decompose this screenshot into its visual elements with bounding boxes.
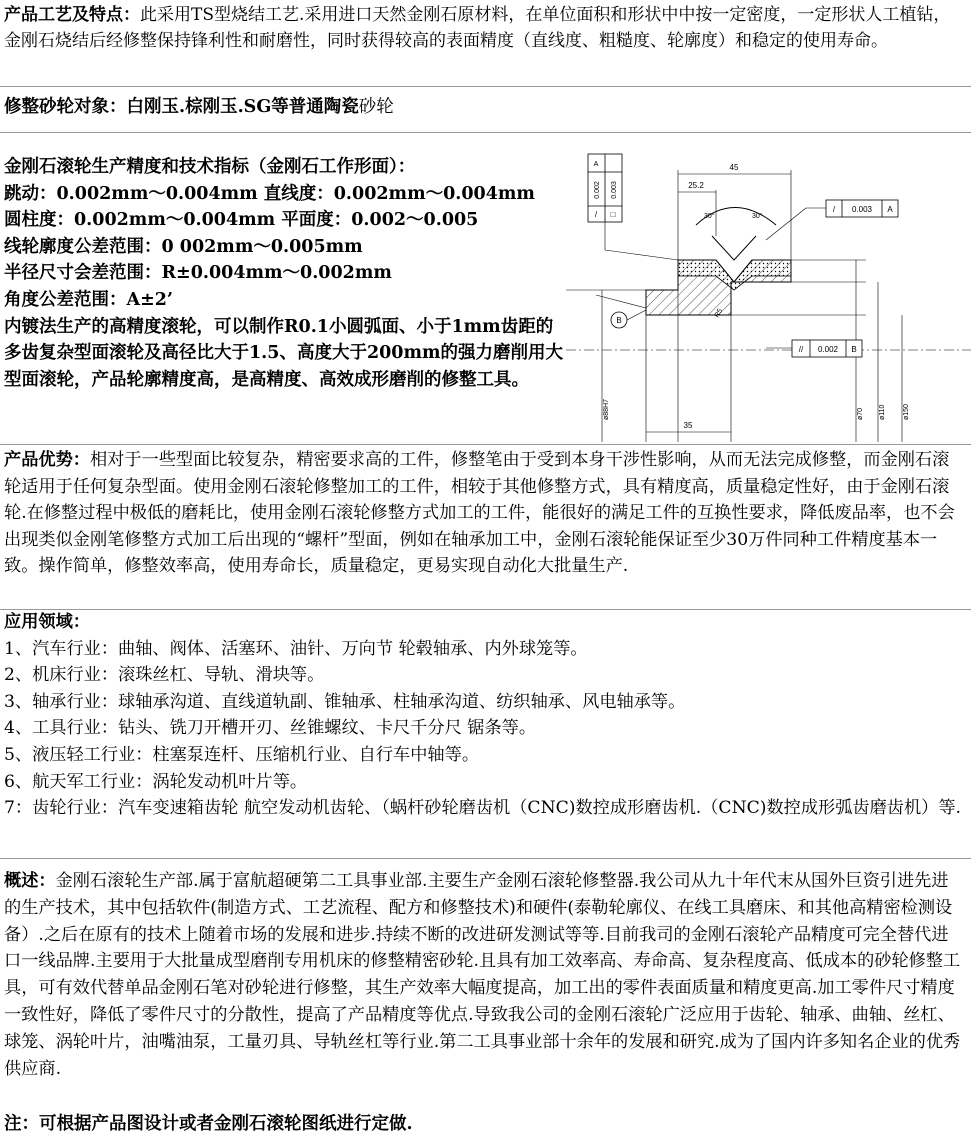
dim-dia-150: ø150 (903, 404, 910, 420)
spec-paragraph: 内镀法生产的高精度滚轮，可以制作R0.1小圆弧面、小于1mm齿距的多齿复杂型面滚轮及高径比大于1.5、高度大于200mm的强力磨削用大型面滚轮，产品轮廓精度高，是高精度、高效成形磨削的修整工具。 (4, 316, 564, 390)
datum-b-label: B (616, 316, 622, 325)
spec-section (4, 154, 564, 393)
fcf-right (766, 200, 898, 240)
craft-label: 产品工艺及特点： (4, 5, 140, 25)
dim-dia-110: ø110 (879, 404, 886, 420)
application-item: 4、工具行业：钻头、铣刀开槽开刃、丝锥螺纹、卡尺千分尺 锯条等。 (4, 718, 537, 739)
note-section (4, 1111, 965, 1137)
dim-25-2: 25.2 (688, 181, 704, 190)
fcf-right-sym: / (832, 205, 836, 214)
target-text: 白刚玉.棕刚玉.SG等普通陶瓷 (126, 97, 359, 117)
fcf-bottom-sym: // (798, 345, 804, 354)
divider (0, 858, 971, 859)
craft-text: 此采用TS型烧结工艺.采用进口天然金刚石原材料，在单位面积和形状中中按一定密度，一定形状人工植钻，金刚石烧结后经修整保持锋利性和耐磨性，同时获得较高的表面精度（直线度、粗糙度、轮廓度）和稳定的使用寿命。 (4, 5, 951, 51)
dim-dia-70: ø70 (857, 407, 864, 420)
target-section (4, 94, 965, 120)
divider (0, 86, 971, 87)
divider (0, 132, 971, 133)
fcf-left2-tol: 0.003 (611, 181, 618, 199)
advantage-label: 产品优势： (4, 450, 90, 470)
spec-line: 线轮廓度公差范围：0 002mm～0.005mm (4, 236, 363, 257)
application-item: 6、航天军工行业：涡轮发动机叶片等。 (4, 771, 308, 792)
spec-title: 金刚石滚轮生产精度和技术指标（金刚石工作形面）： (4, 157, 416, 177)
craft-section (4, 2, 965, 54)
dim-45: 45 (729, 163, 739, 172)
spec-line: 圆柱度：0.002mm～0.004mm 平面度：0.002～0.005 (4, 210, 479, 231)
applications-label: 应用领域： (4, 612, 90, 632)
fcf-bottom (766, 340, 862, 357)
overview-section (4, 868, 965, 1082)
advantage-text: 相对于一些型面比较复杂，精密要求高的工件，修整笔由于受到本身干涉性影响，从而无法完成修整，而金刚石滚轮适用于任何复杂型面。使用金刚石滚轮修整加工的工件，相较于其他修整方式，具有精度高，质量稳定性好，由于金刚石滚轮.在修整过程中极低的磨耗比，使用金刚石滚轮修整方式加工的工件，能很好的满足工件的互换性要求，降低废品率，也不会出现类似金刚笔修整方式加工后出现的“螺杆”型面，例如在轴承加工中，金刚石滚轮能保证至少30万件同种工件精度基本一致。操作简单，修整效率高，使用寿命长，质量稳定，更易实现自动化大批量生产. (4, 450, 955, 577)
dim-dia-88: ø88H7 (603, 398, 610, 420)
fcf-left (588, 154, 678, 260)
spec-line: 跳动：0.002mm～0.004mm 直线度：0.002mm～0.004mm (4, 183, 535, 204)
roller-technical-drawing (566, 150, 971, 442)
dim-angle-right: 30° (752, 213, 763, 220)
application-item: 5、液压轻工行业：柱塞泵连杆、压缩机行业、自行车中轴等。 (4, 744, 480, 765)
application-item: 7：齿轮行业：汽车变速箱齿轮 航空发动机齿轮、（蜗杆砂轮磨齿机（CNC)数控成形磨齿机.（CNC)数控成形弧齿磨齿机）等. (4, 798, 962, 819)
target-label: 修整砂轮对象： (4, 97, 127, 117)
target-suffix: 砂轮 (358, 97, 394, 117)
note-text: 注：可根据产品图设计或者金刚石滚轮图纸进行定做. (4, 1114, 413, 1134)
fcf-right-tol: 0.003 (851, 205, 873, 214)
fcf-left2-sym: □ (610, 210, 616, 219)
advantage-section (4, 447, 965, 580)
dim-35: 35 (683, 421, 693, 430)
overview-label: 概述： (4, 871, 56, 891)
application-item: 3、轴承行业：球轴承沟道、直线道轨副、锥轴承、柱轴承沟道、纺织轴承、风电轴承等。 (4, 691, 686, 712)
spec-line: 半径尺寸会差范围：R±0.004mm～0.002mm (4, 263, 392, 284)
dim-r5: R5 (713, 307, 725, 319)
fcf-bottom-tol: 0.002 (817, 345, 839, 354)
fcf-left-tol: 0.002 (594, 181, 601, 199)
applications-section (4, 609, 965, 822)
overview-text: 金刚石滚轮生产部.属于富航超硬第二工具事业部.主要生产金刚石滚轮修整器.我公司从九十年代末从国外巨资引进先进的生产技术，其中包括软件(制造方式、工艺流程、配方和修整技术)和硬件(泰勒轮廓仪、在线工具磨床、和其他高精密检测设备）.之后在原有的技术上随着市场的发展和进步.持续不断的改进研发测试等等.目前我司的金刚石滚轮产品精度可完全替代进口一线品牌.主要用于大批量成型磨削专用机床的修整精密砂轮.且具有加工效率高、寿命高、复杂程度高、低成本的砂轮修整工具，可有效代替单品金刚石笔对砂轮进行修整，其生产效率大幅度提高，加工出的零件表面质量和精度更高.加工零件尺寸精度一致性好，降低了零件尺寸的分散性，提高了产品精度等优点.导致我公司的金刚石滚轮广泛应用于齿轮、轴承、曲轴、丝杠、球笼、涡轮叶片，油嘴油泵，工量刃具、导轨丝杠等行业.第二工具事业部十余年的发展和研究.成为了国内许多知名企业的优秀供应商. (4, 871, 961, 1079)
fcf-left-sym: / (594, 210, 598, 219)
datum-b-marker (596, 295, 646, 328)
dim-angle-left: 30° (704, 213, 715, 220)
fcf-bottom-datum: B (851, 345, 857, 354)
fcf-right-datum: A (887, 205, 893, 214)
application-item: 1、汽车行业：曲轴、阀体、活塞环、油针、万向节 轮毂轴承、内外球笼等。 (4, 638, 588, 659)
application-item: 2、机床行业：滚珠丝杠、导轨、滑块等。 (4, 665, 325, 686)
divider (0, 444, 971, 445)
fcf-left-datum: A (593, 161, 599, 168)
spec-line: 角度公差范围：A±2’ (4, 289, 174, 310)
